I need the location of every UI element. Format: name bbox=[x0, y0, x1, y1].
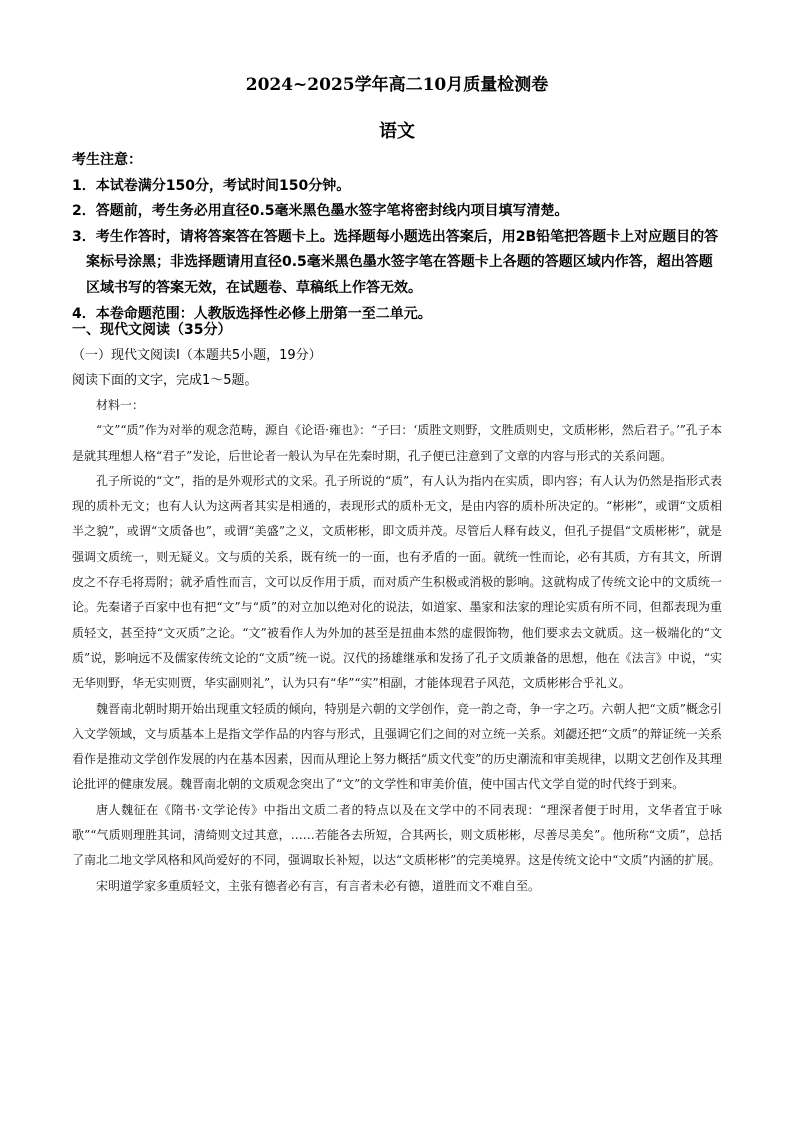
section-title: 一、现代文阅读（35分） bbox=[72, 322, 232, 338]
reading-passage bbox=[72, 393, 722, 899]
passage-paragraph: 魏晋南北朝时期开始出现重文轻质的倾向，特别是六朝的文学创作，竞一韵之奇，争一字之巧。六朝人把“文质”概念引入文学领域，文与质基本上是指文学作品的内容与形式，且强调它们之间的对立统一关系。刘勰还把“文质”的辩证统一关系看作是推动文学创作发展的内在基本因素，因而从理论上努力概括“质文代变”的历史潮流和审美规律，以期文艺创作及其理论批评的健康发展。魏晋南北朝的文质观念突出了“文”的文学性和审美价值，使中国古代文学自觉的时代终于到来。 bbox=[72, 701, 722, 792]
passage-paragraph: “文”“质”作为对举的观念范畴，源自《论语·雍也》：“子曰：‘质胜文则野，文胜质则史，文质彬彬，然后君子。’”孔子本是就其理想人格“君子”发论，后世论者一般认为早在先秦时期，孔子便已注意到了文章的内容与形式的关系问题。 bbox=[72, 423, 722, 463]
passage-paragraph: 宋明道学家多重质轻文，主张有德者必有言，有言者未必有德，道胜而文不难自至。 bbox=[96, 878, 541, 893]
section-subtitle: （一）现代文阅读Ⅰ（本题共5小题，19分） bbox=[72, 348, 322, 363]
section-instruction: 阅读下面的文字，完成1～5题。 bbox=[72, 373, 258, 388]
notice-item: 2．答题前，考生务必用直径0.5毫米黑色墨水签字笔将密封线内项目填写清楚。 bbox=[72, 203, 569, 220]
notice-item: 4．本卷命题范围：人教版选择性必修上册第一至二单元。 bbox=[72, 305, 432, 322]
examinee-notice bbox=[72, 148, 722, 327]
passage-paragraph: 唐人魏征在《隋书·文学论传》中指出文质二者的特点以及在文学中的不同表现：“理深者便于时用，文华者宜于咏歌”“气质则理胜其词，清绮则文过其意，……若能各去所短，合其两长，则文质彬彬，尽善尽美矣”。他所称“文质”，总括了南北二地文学风格和风尚爱好的不同，强调取长补短，以达“文质彬彬”的完美境界。这是传统文论中“文质”内涵的扩展。 bbox=[72, 802, 722, 868]
section-header bbox=[72, 318, 722, 393]
notice-item: 3．考生作答时，请将答案答在答题卡上。选择题每小题选出答案后，用2B铅笔把答题卡上对应题目的答案标号涂黑；非选择题请用直径0.5毫米黑色墨水签字笔在答题卡上各题的答题区域内作答，超出答题区域书写的答案无效，在试题卷、草稿纸上作答无效。 bbox=[72, 228, 719, 296]
notice-heading: 考生注意： bbox=[72, 152, 142, 168]
material-label: 材料一： bbox=[96, 398, 145, 412]
notice-item: 1．本试卷满分150分，考试时间150分钟。 bbox=[72, 177, 351, 194]
passage-paragraph: 孔子所说的“文”，指的是外观形式的文采。孔子所说的“质”，有人认为指内在实质，即内容；有人认为仍然是指形式表现的质朴无文；也有人认为这两者其实是相通的，表现形式的质朴无文，是由内容的质朴所决定的。“彬彬”，或谓“文质相半之貌”，或谓“文质备也”，或谓“美盛”之义，文质彬彬，即文质并茂。尽管后人释有歧义，但孔子提倡“文质彬彬”，就是强调文质统一，则无疑义。文与质的关系，既有统一的一面，也有矛盾的一面。就统一性而论，必有其质，方有其文，所谓皮之不存毛将焉附；就矛盾性而言，文可以反作用于质，而对质产生积极或消极的影响。这就构成了传统文论中的文质统一论。先秦诸子百家中也有把“文”与“质”的对立加以绝对化的说法，如道家、墨家和法家的理论实质有所不同，但都表现为重质轻文，甚至持“文灭质”之论。“文”被看作人为外加的甚至是扭曲本然的虚假饰物，他们要求去文就质。这一极端化的“文质”说，影响远不及儒家传统文论的“文质”统一说。汉代的扬雄继承和发扬了孔子文质兼备的思想，他在《法言》中说，“实无华则野，华无实则贾，华实副则礼”，认为只有“华”“实”相副，才能体现君子风范，文质彬彬合乎礼义。 bbox=[72, 473, 722, 691]
subject-title: 语文 bbox=[379, 121, 415, 142]
exam-title: 2024~2025学年高二10月质量检测卷 bbox=[245, 75, 549, 95]
